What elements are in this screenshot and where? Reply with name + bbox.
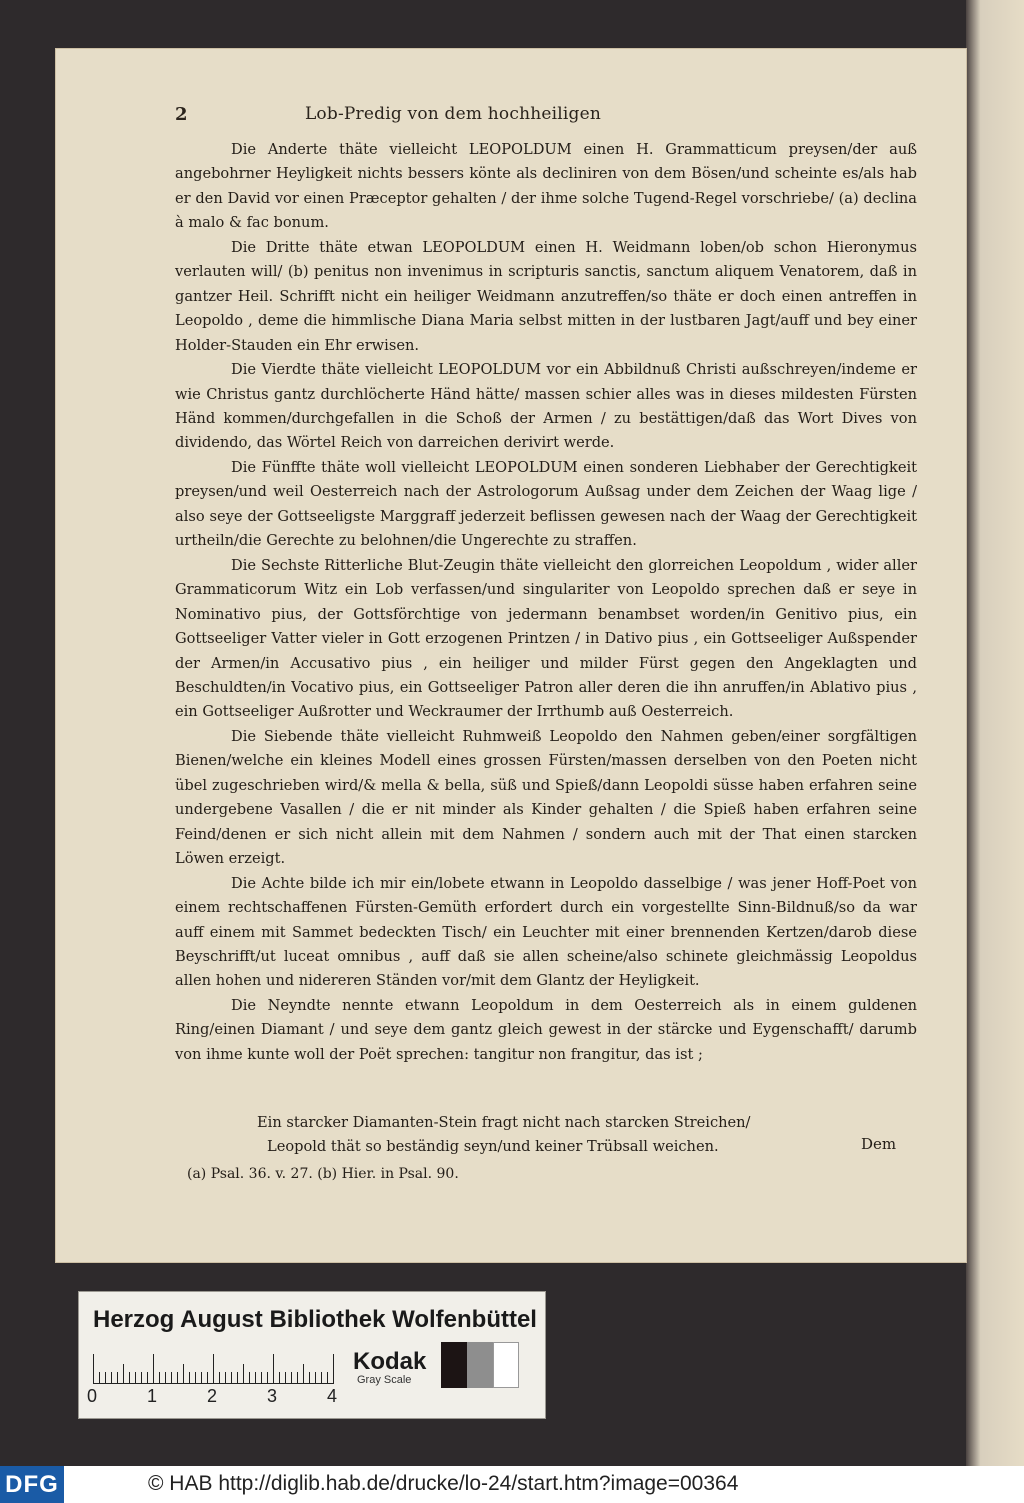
adjacent-page-edge [966, 0, 1024, 1466]
ruler-tick [159, 1372, 160, 1384]
body-text [175, 138, 917, 1067]
ruler-tick [237, 1372, 238, 1384]
ruler-tick [273, 1354, 274, 1384]
ruler-tick [315, 1372, 316, 1384]
ruler-tick [309, 1372, 310, 1384]
ruler-tick [201, 1372, 202, 1384]
ruler-label: 1 [147, 1386, 158, 1406]
book-page [55, 48, 967, 1263]
ruler-tick [189, 1372, 190, 1384]
ruler-tick [123, 1364, 124, 1384]
ruler-tick [177, 1372, 178, 1384]
ruler-tick [93, 1354, 94, 1384]
gray-scale-label: Gray Scale [357, 1374, 412, 1386]
ruler-label: 3 [267, 1386, 278, 1406]
ruler-label: 0 [87, 1386, 98, 1406]
ruler-tick [249, 1372, 250, 1384]
ruler-tick [111, 1372, 112, 1384]
library-name: Herzog August Bibliothek Wolfenbüttel [93, 1306, 537, 1333]
ruler-tick [183, 1364, 184, 1384]
verse-line: Leopold thät so beständig seyn/und keiner Trübsall weichen. [267, 1138, 719, 1156]
running-title: Lob-Predig von dem hochheiligen [304, 104, 602, 124]
ruler-tick [231, 1372, 232, 1384]
ruler-tick [279, 1372, 280, 1384]
ruler-tick [153, 1354, 154, 1384]
ruler-tick [207, 1372, 208, 1384]
copyright-url[interactable]: © HAB http://diglib.hab.de/drucke/lo-24/start.htm?image=00364 [148, 1472, 739, 1495]
ruler-tick [219, 1372, 220, 1384]
ruler-tick [141, 1372, 142, 1384]
ruler-tick [195, 1372, 196, 1384]
ruler-tick [213, 1354, 214, 1384]
page-number: 2 [175, 104, 188, 125]
ruler-tick [321, 1372, 322, 1384]
ruler-tick [327, 1372, 328, 1384]
gray-swatch-black [441, 1342, 467, 1388]
ruler-label: 2 [207, 1386, 218, 1406]
running-header [175, 104, 695, 128]
ruler-tick [165, 1372, 166, 1384]
paragraph: Die Dritte thäte etwan LEOPOLDUM einen H. Weidmann loben/ob schon Hieronymus verlauten will/ (b) penitus non invenimus in scripturis sanctis, sanctum aliquem Venatorem, daß in gantzer Heil. Schrifft nicht ein heiliger Weidmann anzutreffen/so thäte er doch einen antreffen in Leopoldo , deme die himmlische Diana Maria selbst mitten in der lustbaren Jagt/auff und bey einer Holder-Stauden ein Ehr erwisen. [175, 238, 917, 354]
ruler-tick [261, 1372, 262, 1384]
library-color-card [78, 1291, 546, 1419]
gray-swatch-mid [467, 1342, 493, 1388]
ruler-label: 4 [327, 1386, 338, 1406]
ruler-tick [171, 1372, 172, 1384]
kodak-logo: Kodak [353, 1348, 427, 1375]
paragraph: Die Anderte thäte vielleicht LEOPOLDUM einen H. Grammatticum preysen/der auß angebohrner Heyligkeit nichts bessers könte als decliniren von dem Bösen/und scheinte es/als hab er den David vor einen Præceptor gehalten / der ihme solche Tugend-Regel vorschriebe/ (a) declina à malo & fac bonum. [175, 141, 917, 232]
paragraph: Die Achte bilde ich mir ein/lobete etwann in Leopoldo dasselbige / was jener Hoff-Poet von einem rechtschaffenen Fürsten-Gemüth erfordert durch ein vorgestellte Sinn-Bildnuß/so da war auff einem mit Sammet bedeckten Tisch/ ein Leuchter mit einer brennenden Kertzen/darob diese Beyschrifft/ut luceat omnibus , auff daß sie allen scheine/also schinete gleichmässig Leopoldus allen hohen und nidereren Ständen vor/mit dem Glantz der Heyligkeit. [175, 874, 917, 990]
verse-block [257, 1111, 917, 1161]
ruler-tick [135, 1372, 136, 1384]
ruler-tick [267, 1372, 268, 1384]
ruler-tick [255, 1372, 256, 1384]
verse-line: Ein starcker Diamanten-Stein fragt nicht nach starcken Streichen/ [257, 1114, 751, 1131]
ruler-tick [333, 1354, 334, 1384]
paragraph: Die Vierdte thäte vielleicht LEOPOLDUM vor ein Abbildnuß Christi außschreyen/indeme er wie Christus gantz durchlöcherte Händ hätte/ massen schier alles was in dieses mildesten Fürsten Händ kommen/durchgefallen in die Schoß der Armen / zu bestättigen/daß das Wort Dives von dividendo, das Wörtel Reich von darreichen derivirt werde. [175, 361, 917, 452]
ruler-tick [285, 1372, 286, 1384]
ruler-tick [303, 1364, 304, 1384]
paragraph: Die Siebende thäte vielleicht Ruhmweiß Leopoldo den Nahmen geben/einer sorgfältigen Bienen/welche ein kleines Modell eines grossen Fürsten/massen derselben von den Poeten nicht übel zugeschrieben wird/& mella & bella, süß und Spieß/dann Leopoldi süsse haben erfahren seine undergebene Vasallen / die er nit minder als Kinder gehalten / die Spieß haben erfahren seine Feind/denen er sich nicht allein mit dem Nahmen / sondern auch mit der That einen starcken Löwen erzeigt. [175, 727, 917, 868]
ruler-tick [297, 1372, 298, 1384]
catchword: Dem [861, 1135, 897, 1153]
paragraph: Die Sechste Ritterliche Blut-Zeugin thäte vielleicht den glorreichen Leopoldum , wider aller Grammaticorum Witz ein Lob verfassen/und singulariter von Leopoldo sprechen daß er seye in Nominativo pius, der Gottsförchtige von jedermann benambset worden/in Genitivo pius, ein Gottseeliger Vatter vieler in Gott erzogenen Printzen / in Dativo pius , ein Gottseeliger Außspender der Armen/in Accusativo pius , ein heiliger und milder Fürst gegen den Angeklagten und Beschuldten/in Vocativo pius, ein Gottseeliger Patron aller deren die ihn anruffen/in Ablativo pius , ein Gottseeliger Außrotter und Weckraumer der Irrthumb auß Oesterreich. [175, 556, 917, 721]
ruler-tick [243, 1364, 244, 1384]
paragraph: Die Neyndte nennte etwann Leopoldum in dem Oesterreich als in einem guldenen Ring/einen Diamant / und seye dem gantz gleich gewest in der stärcke und Eygenschafft/ darumb von ihme kunte woll der Poët sprechen: tangitur non frangitur, das ist ; [175, 996, 917, 1063]
dfg-logo: DFG [0, 1466, 64, 1503]
ruler-tick [225, 1372, 226, 1384]
ruler-tick [99, 1372, 100, 1384]
ruler-tick [105, 1372, 106, 1384]
footer-bar [64, 1466, 1024, 1503]
ruler-tick [117, 1372, 118, 1384]
ruler-tick [129, 1372, 130, 1384]
gray-swatch-white [493, 1342, 519, 1388]
ruler-tick [291, 1372, 292, 1384]
paragraph: Die Fünffte thäte woll vielleicht LEOPOLDUM einen sonderen Liebhaber der Gerechtigkeit preysen/und weil Oesterreich nach der Astrologorum Außsag under dem Zeichen der Waag lige / also seye der Gottseeligste Marggraff jederzeit beflissen gewesen nach der Waag der Gerechtigkeit urtheiln/die Gerechte zu belohnen/die Ungerechte zu straffen. [175, 458, 917, 550]
ruler-labels [87, 1386, 347, 1408]
ruler-tick [147, 1372, 148, 1384]
scale-ruler [93, 1350, 343, 1384]
footnote: (a) Psal. 36. v. 27. (b) Hier. in Psal. 90. [187, 1166, 459, 1182]
